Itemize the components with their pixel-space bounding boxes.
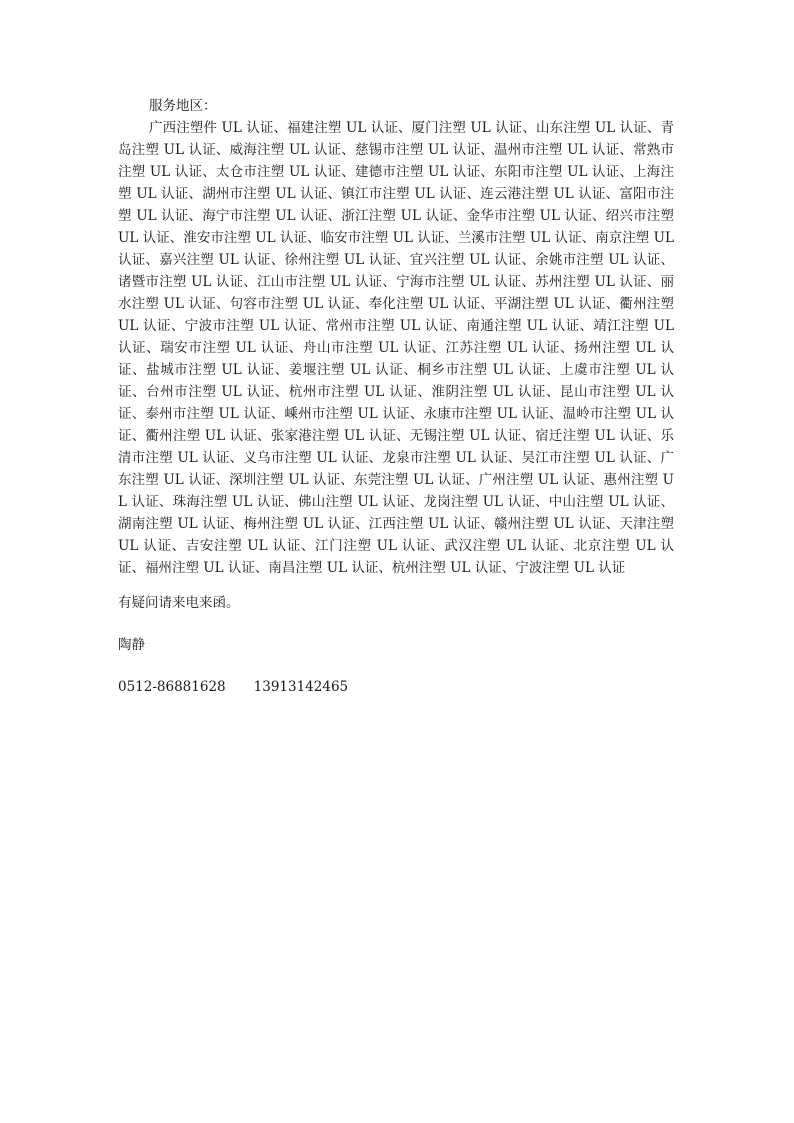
- contact-section: [118, 592, 674, 718]
- landline-number: 0512-86881628: [118, 679, 226, 695]
- mobile-number: 13913142465: [253, 679, 349, 695]
- service-regions-paragraph: 广西注塑件 UL 认证、福建注塑 UL 认证、厦门注塑 UL 认证、山东注塑 UL 认证、青岛注塑 UL 认证、威海注塑 UL 认证、慈锡市注塑 UL 认证、温州市注塑 UL 认证、常熟市注塑 UL 认证、太仓市注塑 UL 认证、建德市注塑 UL 认证、东阳市注塑 UL 认证、上海注塑 UL 认证、湖州市注塑 UL 认证、镇江市注塑 UL 认证、连云港注塑 UL 认证、富阳市注塑 UL 认证、海宁市注塑 UL 认证、浙江注塑 UL 认证、金华市注塑 UL 认证、绍兴市注塑 UL 认证、淮安市注塑 UL 认证、临安市注塑 UL 认证、兰溪市注塑 UL 认证、南京注塑 UL 认证、嘉兴注塑 UL 认证、徐州注塑 UL 认证、宜兴注塑 UL 认证、余姚市注塑 UL 认证、诸暨市注塑 UL 认证、江山市注塑 UL 认证、宁海市注塑 UL 认证、苏州注塑 UL 认证、丽水注塑 UL 认证、句容市注塑 UL 认证、奉化注塑 UL 认证、平湖注塑 UL 认证、衢州注塑 UL 认证、宁波市注塑 UL 认证、常州市注塑 UL 认证、南通注塑 UL 认证、靖江注塑 UL 认证、瑞安市注塑 UL 认证、舟山市注塑 UL 认证、江苏注塑 UL 认证、扬州注塑 UL 认证、盐城市注塑 UL 认证、姜堰注塑 UL 认证、桐乡市注塑 UL 认证、上虞市注塑 UL 认证、台州市注塑 UL 认证、杭州市注塑 UL 认证、淮阴注塑 UL 认证、昆山市注塑 UL 认证、泰州市注塑 UL 认证、嵊州市注塑 UL 认证、永康市注塑 UL 认证、温岭市注塑 UL 认证、衢州注塑 UL 认证、张家港注塑 UL 认证、无锡注塑 UL 认证、宿迁注塑 UL 认证、乐清市注塑 UL 认证、义乌市注塑 UL 认证、龙泉市注塑 UL 认证、吴江市注塑 UL 认证、广东注塑 UL 认证、深圳注塑 UL 认证、东莞注塑 UL 认证、广州注塑 UL 认证、惠州注塑 UL 认证、珠海注塑 UL 认证、佛山注塑 UL 认证、龙岗注塑 UL 认证、中山注塑 UL 认证、湖南注塑 UL 认证、梅州注塑 UL 认证、江西注塑 UL 认证、赣州注塑 UL 认证、天津注塑 UL 认证、吉安注塑 UL 认证、江门注塑 UL 认证、武汉注塑 UL 认证、北京注塑 UL 认证、福州注塑 UL 认证、南昌注塑 UL 认证、杭州注塑 UL 认证、宁波注塑 UL 认证: [118, 120, 674, 576]
- contact-phones: [118, 676, 674, 698]
- contact-name: 陶静: [118, 637, 145, 653]
- service-area-section: [118, 95, 674, 579]
- contact-prompt: 有疑问请来电来函。: [118, 595, 240, 611]
- service-area-heading: 服务地区：: [149, 98, 217, 114]
